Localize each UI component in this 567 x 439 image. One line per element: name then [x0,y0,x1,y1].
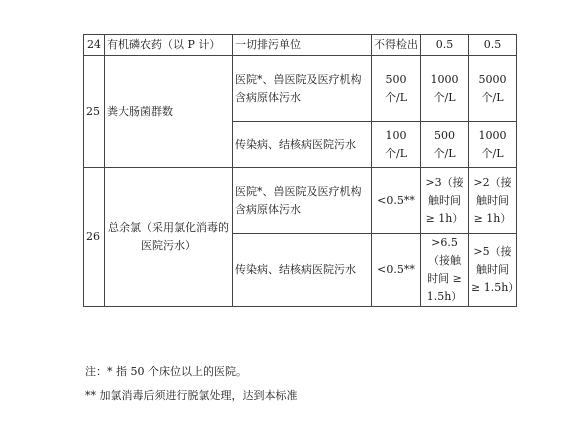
table-row [84,35,517,56]
limit-level-2: >6.5（接触时间 ≥ 1.5h） [421,234,469,307]
pollutant-standard-table [83,34,520,307]
limit-level-1: 500 个/L [372,56,421,122]
discharge-unit: 传染病、结核病医院污水 [233,234,372,307]
limit-level-3: >2（接触时间 ≥ 1h） [469,168,517,234]
pollutant-item: 有机磷农药（以 P 计） [105,35,233,56]
discharge-unit: 一切排污单位 [233,35,372,56]
limit-level-3: 5000 个/L [469,56,517,122]
table-row [84,168,517,234]
limit-level-2: 1000 个/L [421,56,469,122]
discharge-unit: 传染病、结核病医院污水 [233,122,372,168]
limit-level-3: >5（接触时间 ≥ 1.5h） [469,234,517,307]
limit-level-2: 500 个/L [421,122,469,168]
pollutant-item: 总余氯（采用氯化消毒的医院污水） [105,168,233,307]
note-dechlorination: ** 加氯消毒后须进行脱氯处理，达到本标准 [85,389,298,402]
limit-level-3: 0.5 [469,35,517,56]
limit-level-3: 1000 个/L [469,122,517,168]
discharge-unit: 医院*、兽医院及医疗机构含病原体污水 [233,56,372,122]
limit-level-2: >3（接触时间 ≥ 1h） [421,168,469,234]
note-bed-count: 注：* 指 50 个床位以上的医院。 [85,365,247,378]
table-row [84,56,517,122]
limit-level-1: 不得检出 [372,35,421,56]
limit-level-1: <0.5** [372,234,421,307]
discharge-unit: 医院*、兽医院及医疗机构含病原体污水 [233,168,372,234]
row-number: 24 [84,35,105,56]
limit-level-2: 0.5 [421,35,469,56]
limit-level-1: 100 个/L [372,122,421,168]
row-number: 26 [84,168,105,307]
row-number: 25 [84,56,105,168]
limit-level-1: <0.5** [372,168,421,234]
table-notes [85,360,298,408]
pollutant-item: 粪大肠菌群数 [105,56,233,168]
